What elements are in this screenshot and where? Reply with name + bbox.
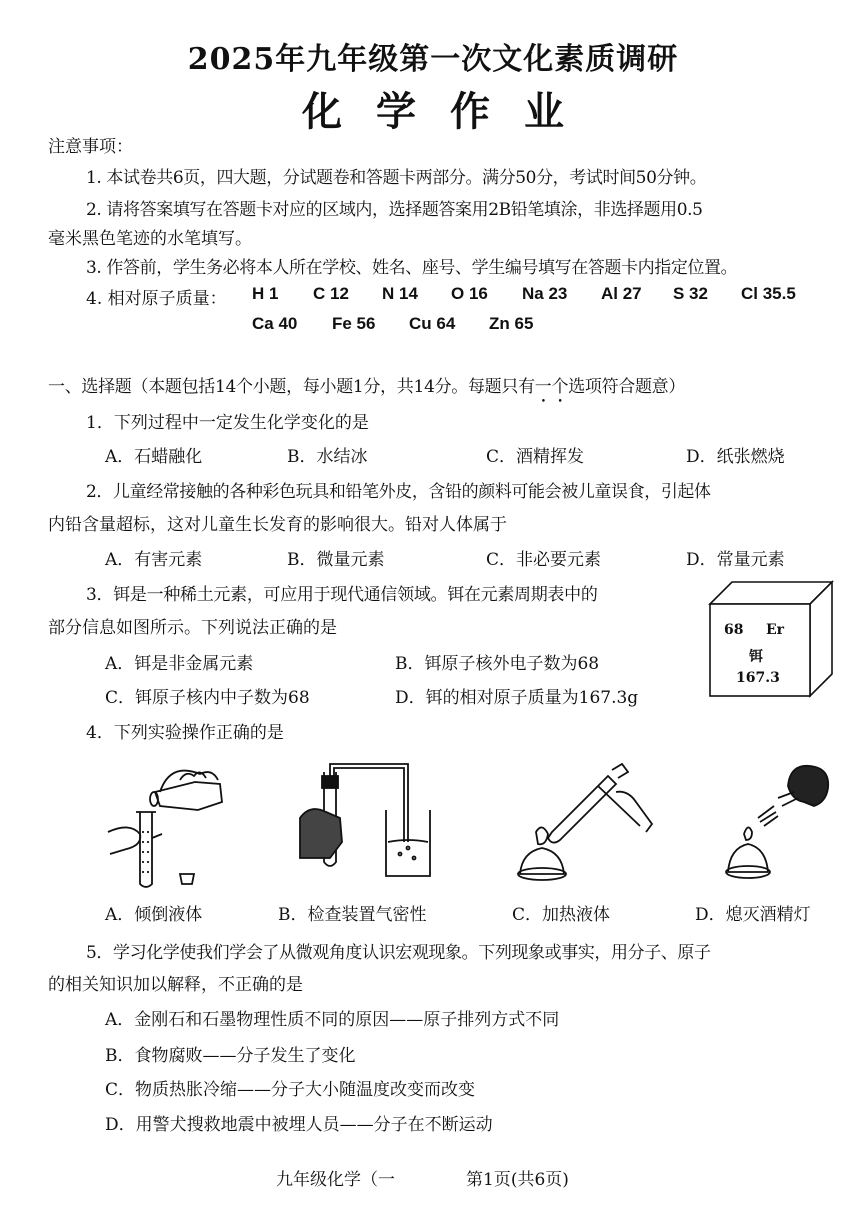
atomic-mass-fe: Fe 56 [332,314,376,333]
question-2-stem-cont: 内铅含量超标，这对儿童生长发育的影响很大。铅对人体属于 [48,515,507,535]
note-item-2: 2. 请将答案填写在答题卡对应的区域内，选择题答案用2B铅笔填涂，非选择题用0.5 [86,200,703,220]
atomic-mass-zn: Zn 65 [489,314,534,333]
atomic-mass-al: Al 27 [601,284,642,303]
atomic-mass-s: S 32 [673,284,708,303]
q5-option-c: C．物质热胀冷缩——分子大小随温度改变而改变 [105,1080,476,1100]
footer-page-number: 第1页(共6页) [466,1170,569,1190]
q4-option-d: D．熄灭酒精灯 [695,905,811,925]
element-cell-erbium [708,580,834,698]
q2-option-c: C．非必要元素 [486,550,602,570]
q4-option-b: B．检查装置气密性 [278,905,427,925]
section-1-heading-start: 一、选择题（本题包括14个小题，每小题1分，共14分。每题只有 [48,377,535,397]
section-1-heading-end: 选项符合题意） [568,377,686,397]
question-4-stem: 4．下列实验操作正确的是 [86,723,284,743]
q2-option-a: A．有害元素 [105,550,203,570]
atomic-mass-h: H 1 [252,284,279,303]
notes-heading: 注意事项： [48,137,133,157]
atomic-mass-c: C 12 [313,284,349,303]
q1-option-d: D．纸张燃烧 [686,447,785,467]
q3-option-b: B．铒原子核外电子数为68 [395,654,600,674]
q4-option-c: C．加热液体 [512,905,611,925]
q5-option-a: A．金刚石和石墨物理性质不同的原因——原子排列方式不同 [105,1010,560,1030]
atomic-mass-na: Na 23 [522,284,568,303]
footer-grade-subject: 九年级化学（一 [276,1170,395,1190]
atomic-mass-ca: Ca 40 [252,314,298,333]
q1-option-a: A．石蜡融化 [105,447,203,467]
question-3-stem: 3．铒是一种稀土元素，可应用于现代通信领域。铒在元素周期表中的 [86,585,598,605]
element-mass: 167.3 [736,670,780,686]
q5-option-b: B．食物腐败——分子发生了变化 [105,1046,356,1066]
atomic-mass-cu: Cu 64 [409,314,456,333]
pour-liquid-illustration [100,762,240,892]
element-name: 铒 [749,649,763,665]
note-item-2-cont: 毫米黑色笔迹的水笔填写。 [48,229,252,249]
element-symbol: Er [766,622,785,638]
question-5-stem: 5．学习化学使我们学会了从微观角度认识宏观现象。下列现象或事实，用分子、原子 [86,943,711,963]
heating-liquid-illustration [512,762,662,892]
q3-option-d: D．铒的相对原子质量为167.3g [395,688,639,708]
q2-option-b: B．微量元素 [287,550,385,570]
q1-option-c: C．酒精挥发 [486,447,585,467]
q4-option-a: A．倾倒液体 [105,905,203,925]
q5-option-d: D．用警犬搜救地震中被埋人员——分子在不断运动 [105,1115,493,1135]
question-2-stem: 2．儿童经常接触的各种彩色玩具和铅笔外皮，含铅的颜料可能会被儿童误食，引起体 [86,482,711,502]
q2-option-d: D．常量元素 [686,550,785,570]
note-item-4-label: 4. 相对原子质量： [86,289,227,309]
atomic-mass-cl: Cl 35.5 [741,284,796,303]
element-atomic-number: 68 [724,622,744,638]
extinguish-lamp-illustration [718,762,838,892]
atomic-mass-n: N 14 [382,284,418,303]
question-1-stem: 1．下列过程中一定发生化学变化的是 [86,413,369,433]
section-1-heading-emphasis: 一个 [534,377,569,397]
airtightness-illustration [290,762,440,892]
note-item-3: 3. 作答前，学生务必将本人所在学校、姓名、座号、学生编号填写在答题卡内指定位置。 [86,258,738,278]
q1-option-b: B．水结冰 [287,447,368,467]
subject-title: 化学作业 [302,88,598,135]
question-5-stem-cont: 的相关知识加以解释，不正确的是 [48,975,303,995]
question-3-stem-cont: 部分信息如图所示。下列说法正确的是 [48,618,337,638]
note-item-1: 1. 本试卷共6页，四大题，分试题卷和答题卡两部分。满分50分，考试时间50分钟。 [86,168,707,188]
section-1-heading [48,372,685,407]
q3-option-a: A．铒是非金属元素 [105,654,254,674]
exam-title: 2025年九年级第一次文化素质调研 [187,42,679,77]
q3-option-c: C．铒原子核内中子数为68 [105,688,310,708]
atomic-mass-o: O 16 [451,284,488,303]
